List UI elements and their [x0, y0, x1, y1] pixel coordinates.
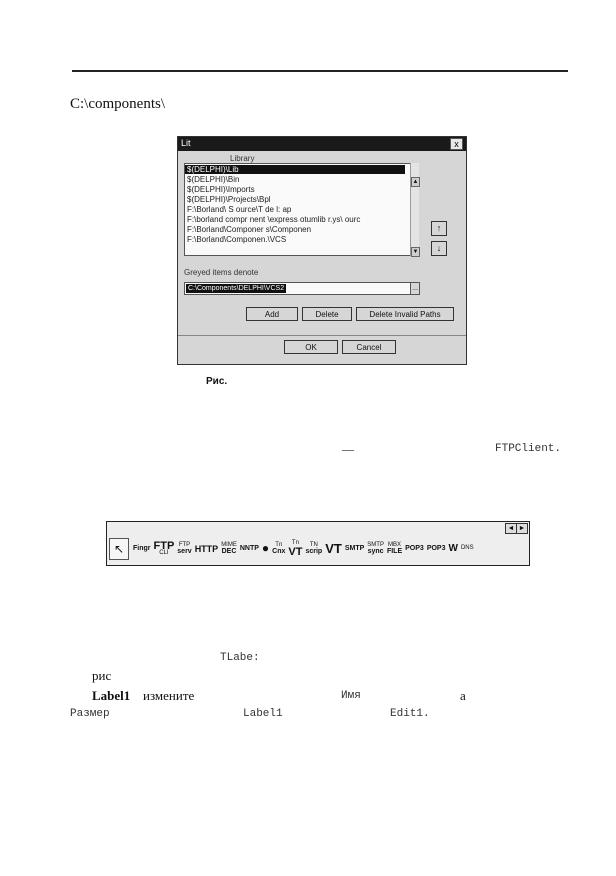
list-scrollbar[interactable]	[410, 163, 419, 256]
palette-component-icon[interactable]	[240, 546, 259, 553]
palette-icon-text: FTP	[178, 541, 191, 548]
close-icon[interactable]: x	[450, 138, 463, 150]
scroll-up-icon[interactable]: ▲	[412, 179, 419, 185]
palette-component-icon[interactable]	[387, 543, 402, 555]
components-path: C:\components\	[70, 96, 165, 112]
palette-component-icon[interactable]	[449, 544, 458, 554]
edit1-code: Edit1.	[390, 708, 430, 720]
list-item[interactable]: F:\Borland\Componer s\Componen	[187, 225, 312, 234]
move-down-button[interactable]: ↓	[431, 241, 447, 256]
palette-component-icon[interactable]	[288, 541, 302, 557]
letter-a: а	[460, 688, 466, 703]
list-item[interactable]: F:\Borland\Componen.\VCS	[187, 235, 287, 244]
greyed-items-label: Greyed items denote	[184, 268, 259, 277]
pointer-icon[interactable]: ↖	[109, 538, 129, 560]
label1-bold: Label1	[92, 688, 131, 703]
delete-invalid-paths-button[interactable]: Delete Invalid Paths	[356, 307, 454, 321]
figure-caption: Рис.	[206, 376, 228, 387]
palette-component-icon[interactable]	[221, 543, 237, 555]
palette-icon-text: serv	[177, 547, 192, 555]
ftpclient-code: FTPClient.	[495, 443, 562, 455]
palette-component-icon[interactable]	[461, 546, 474, 552]
razmer-word: Размер	[70, 708, 110, 720]
palette-icon-text: sync	[367, 547, 384, 555]
palette-icon-text: CLI	[159, 550, 169, 557]
palette-icon-text: Cnx	[272, 547, 286, 555]
palette-icon-text: POP3	[426, 544, 446, 552]
palette-icon-text: POP3	[405, 544, 424, 552]
scroll-right-icon[interactable]: ►	[516, 523, 528, 534]
delete-button[interactable]: Delete	[302, 307, 352, 321]
palette-icon-text: FILE	[386, 547, 403, 555]
palette-icon-text: W	[448, 543, 458, 555]
palette-component-icon[interactable]	[272, 543, 285, 555]
path-input-value: C:\Components\DELPHI\VCS2	[188, 285, 285, 292]
component-palette	[106, 521, 530, 566]
palette-component-icon[interactable]	[262, 543, 269, 554]
palette-icon-text: DEC	[221, 547, 237, 555]
tlabel-code: TLabe:	[220, 652, 260, 664]
palette-icon-text: scrip	[305, 547, 323, 555]
move-up-button[interactable]: ↑	[431, 221, 447, 236]
ris-text: рис	[92, 668, 112, 683]
palette-icon-text: FTP	[153, 539, 175, 552]
palette-icon-text: Tn	[275, 541, 283, 548]
library-label: Library	[230, 154, 255, 163]
palette-icon-text: DNS	[460, 545, 474, 552]
list-item[interactable]: F:\borland compr nent \express otumlib r.ys\ ourc	[187, 215, 361, 224]
list-item[interactable]: $(DELPHI)\Imports	[187, 185, 255, 194]
palette-component-icon[interactable]	[345, 546, 364, 553]
palette-icons	[133, 535, 531, 563]
palette-icon-text: NNTP	[239, 544, 259, 552]
palette-component-icon[interactable]	[154, 541, 175, 557]
palette-component-icon[interactable]	[195, 545, 219, 554]
name-word: Имя	[341, 690, 361, 702]
top-rule	[72, 70, 568, 72]
palette-component-icon[interactable]	[325, 540, 342, 556]
dialog-titlebar	[178, 137, 466, 151]
list-item[interactable]: $(DELPHI)\Lib	[185, 165, 405, 174]
palette-component-icon[interactable]	[133, 546, 151, 553]
browse-button[interactable]: ...	[410, 282, 420, 295]
list-item[interactable]: F:\Borland\ S ource\T de l: ap	[187, 205, 292, 214]
palette-icon-text: TN	[309, 541, 318, 548]
path-listbox[interactable]	[184, 163, 418, 256]
palette-icon-text: Tn	[291, 539, 299, 546]
palette-icon-text: HTTP	[194, 543, 219, 554]
palette-icon-text: VT	[288, 545, 303, 558]
palette-icon-text: MBX	[388, 541, 402, 548]
list-item[interactable]: $(DELPHI)\Projects\Bpl	[187, 195, 271, 204]
label1-code: Label1	[243, 708, 283, 720]
palette-component-icon[interactable]	[305, 543, 322, 555]
dialog-divider	[178, 335, 466, 336]
path-input[interactable]	[184, 282, 418, 295]
palette-icon-text: VT	[325, 540, 342, 556]
add-button[interactable]: Add	[246, 307, 298, 321]
palette-component-icon[interactable]	[177, 543, 191, 555]
list-item[interactable]: $(DELPHI)\Bin	[187, 175, 240, 184]
dash: —	[342, 442, 354, 456]
palette-icon-text: Fingr	[133, 544, 151, 552]
palette-icon-text: ●	[261, 541, 270, 556]
library-path-dialog	[177, 136, 467, 365]
palette-component-icon[interactable]	[367, 543, 384, 555]
scroll-down-icon[interactable]: ▼	[412, 249, 419, 255]
change-word: измените	[143, 688, 195, 703]
palette-scroll[interactable]	[505, 523, 527, 533]
palette-component-icon[interactable]	[427, 546, 446, 553]
cancel-button[interactable]: Cancel	[342, 340, 396, 354]
palette-icon-text: MIME	[221, 541, 237, 548]
dialog-title: Lit	[181, 138, 191, 148]
palette-component-icon[interactable]	[405, 546, 424, 553]
palette-icon-text: SMTP	[367, 541, 384, 548]
scroll-left-icon[interactable]: ◄	[505, 523, 517, 534]
ok-button[interactable]: OK	[284, 340, 338, 354]
palette-icon-text: SMTP	[344, 544, 365, 552]
